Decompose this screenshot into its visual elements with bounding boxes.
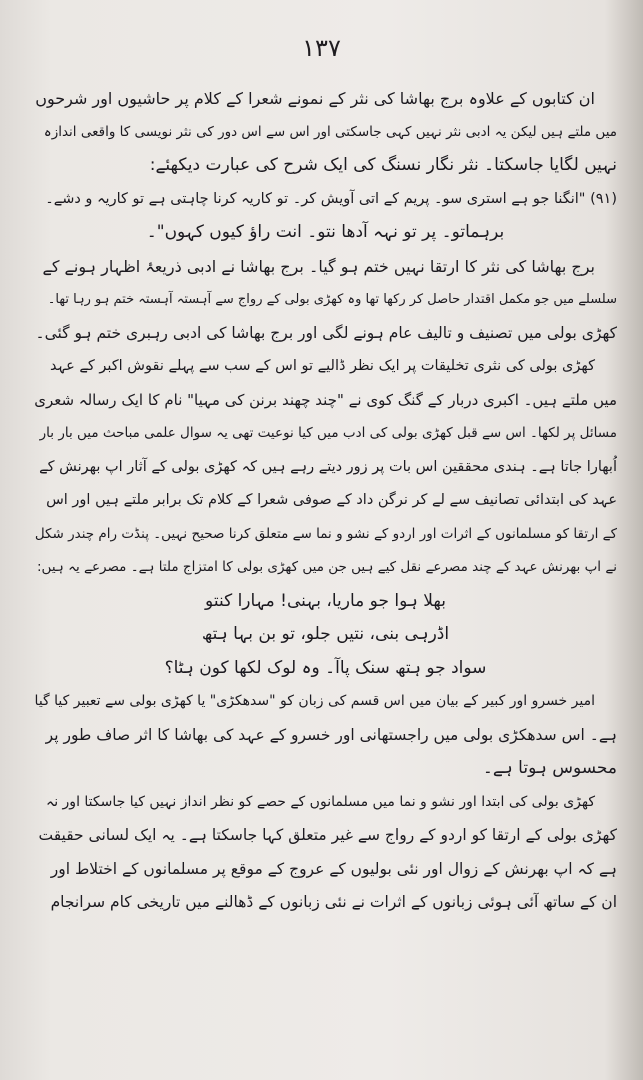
verse-line: بھلا ہوا جو ماریا، بہنی! مہارا کنتو [205,590,446,611]
text-line: سلسلے میں جو مکمل اقتدار حاصل کر رکھا تھا وہ کھڑی بولی کے رواج سے آہستہ آہستہ ختم ہو رہا تھا۔ [47,292,617,307]
text-line: اُبھارا جاتا ہے۔ ہندی محققین اس بات پر زور دیتے رہے ہیں کہ کھڑی بولی کے آثار اپ بھرنش کے [39,458,617,475]
text-line: کھڑی بولی کے ارتقا کو اردو کے رواج سے غیر متعلق کہا جاسکتا ہے۔ یہ ایک لسانی حقیقت [38,826,617,844]
text-line: میں ملتے ہیں۔ اکبری دربار کے گنگ کوی نے "چند چھند برنن کی مہیا" نام کا ایک رسالہ شعری [34,390,617,409]
text-line: مسائل پر لکھا۔ اس سے قبل کھڑی بولی کی ادب میں کیا نوعیت تھی یہ سوال علمی مباحث میں بار بار [39,425,617,441]
text-line: عہد کی ابتدائی تصانیف سے لے کر نرگن داد کے صوفی شعرا کے کلام تک برابر ملتے ہیں اور اس [46,492,617,508]
text-line: نہیں لگایا جاسکتا۔ نثر نگار نسنگ کی ایک شرح کی عبارت دیکھئے: [149,155,617,175]
body-text [34,82,617,920]
page-number: ١٣٧ [302,34,341,62]
text-line: امیر خسرو اور کبیر کے بیان میں اس قسم کی زبان کو "سدھکڑی" یا کھڑی بولی سے تعبیر کیا گیا [34,693,595,709]
text-line: ان کتابوں کے علاوہ برج بھاشا کی نثر کے نمونے شعرا کے کلام پر حاشیوں اور شرحوں [35,89,595,108]
text-line: برج بھاشا کی نثر کا ارتقا نہیں ختم ہو گیا۔ برج بھاشا نے ادبی ذریعۂ اظہار ہونے کے [42,256,595,276]
text-line: (۹۱) "انگنا جو ہے استری سو۔ پریم کے اتی آویش کر۔ تو کاریہ کرنا چاہتی ہے تو کاریہ و دشے۔ [45,190,617,207]
text-line: نے اپ بھرنش عہد کے چند مصرعے نقل کیے ہیں جن میں کھڑی بولی کا امتزاج ملتا ہے۔ مصرعے یہ ہیں: [37,559,617,575]
text-line: کھڑی بولی میں تصنیف و تالیف عام ہونے لگی اور برج بھاشا کی ادبی رہبری ختم ہو گئی۔ [35,323,617,342]
verse-line: سواد جو ہتھ سنک پاآ۔ وہ لوک لکھا کون ہٹا؟ [164,657,487,678]
text-line: ہے کہ اپ بھرنش کے زوال اور نئی بولیوں کے عروج کے موقع پر مسلمانوں کے اختلاط اور [50,859,617,878]
text-line: کھڑی بولی کی نثری تخلیقات پر ایک نظر ڈالیے تو اس کے سب سے پہلے نقوش اکبر کے عہد [50,358,595,374]
text-line: ہے۔ اس سدھکڑی بولی میں راجستھانی اور خسرو کے عہد کی بھاشا کا اثر صاف طور پر [45,725,617,744]
verse-line: برہماتو۔ پر تو نہہ آدھا نتو۔ انت راؤ کیوں کہوں"۔ [146,222,505,242]
text-line: محسوس ہوتا ہے۔ [482,758,617,778]
text-line: ان کے ساتھ آئی ہوئی زبانوں کے اثرات نے نئی زبانوں کے ڈھالنے میں تاریخی کام سرانجام [50,893,617,911]
text-line: میں ملتے ہیں لیکن یہ ادبی نثر نہیں کہی جاسکتی اور اس سے اس دور کی نثر نویسی کا واقعی اندازہ [43,123,617,140]
text-line: کے ارتقا کو مسلمانوں کے اثرات اور اردو کے نشو و نما سے متعلق کرنا صحیح نہیں۔ پنڈت رام چندر شکل [34,525,617,542]
text-line: کھڑی بولی کی ابتدا اور نشو و نما میں مسلمانوں کے حصے کو نظر انداز نہیں کیا جاسکتا اور نہ [46,793,595,810]
verse-line: اڈرہی بنی، نتیں جلو، تو بن بہا ہتھ [201,624,450,644]
